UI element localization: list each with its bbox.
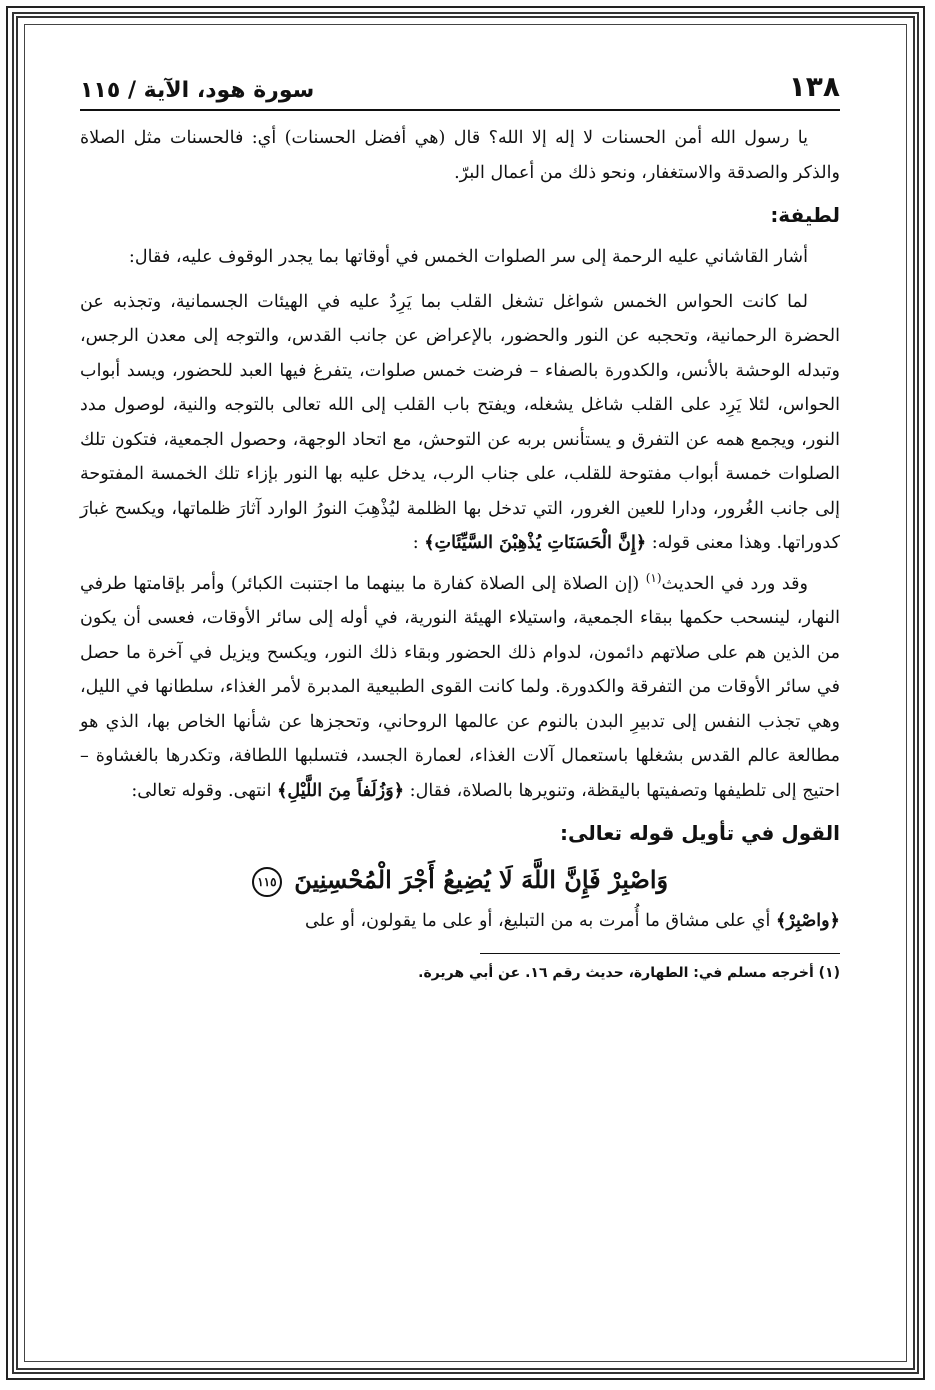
paragraph-4-text: (إن الصلاة إلى الصلاة كفارة ما بينهما ما اجتنبت الكبائر) وأمر بإقامتها طرفي النهار، لينسحب حكمها ببقاء الجمعية، واستيلاء الهيئة النورية، في أوله إلى سائر الأوقات، فعسى أن يكون من الذين هم على صلاتهم دائمون، لدوام ذلك الحضور وبقاء ذلك النور، ويكسح ويزيل في آخرة ما حصل في سائر الأوقات من التفرقة والكدورة. ولما كانت القوى الطبيعية المدبرة لأمر الغذاء، سلطانها في الليل، وهي تجذب النفس إلى تدبيرِ البدن بالنوم عن عالمها الروحاني، وتحجزها عن شأنها الخاص بها، الذي هو مطالعة عالم القدس بشغلها باستعمال آلات الغذاء، لعمارة الجسد، فتسلبها اللطافة، وتكدرها بالغشاوة – احتيج إلى تلطيفها وتصفيتها باليقظة، وتنويرها بالصلاة، فقال: (80, 573, 840, 801)
quran-quote-3: ﴿واصْبِرْ﴾ (776, 910, 840, 931)
tawil-heading: القول في تأويل قوله تعالى: (560, 821, 840, 845)
paragraph-5 (80, 904, 840, 939)
quran-quote-1: ﴿إِنَّ الْحَسَنَاتِ يُذْهِبْنَ السَّيِّئَاتِ﴾ (424, 532, 647, 553)
paragraph-4 (80, 567, 840, 809)
page-number: ١٣٨ (788, 70, 840, 103)
paragraph-5-text: أي على مشاق ما أُمرت به من التبليغ، أو على ما يقولون، أو على (304, 911, 771, 931)
paragraph-3-text: لما كانت الحواس الخمس شواغل تشغل القلب بما يَرِدُ عليه في الهيئات الجسمانية، وتجذبه عن الحضرة الرحمانية، وتحجبه عن النور والحضور، بالإعراض عن جانب القدس، والتوجه إلى معدن الرجس، وتبدله الوحشة بالأنس، والكدورة بالصفاء – فرضت خمس صلوات، يتفرغ فيها العبد للحضور، ويسد أبواب الحواس، لئلا يَرِد على القلب شاغل يشغله، ويفتح باب القلب إلى الله تعالى بالتوجه والنية، لوصول مدد النور، ويجمع همه عن التفرق و يستأنس بربه عن التوحش، مع اتحاد الوجهة، وحصول الجمعية، فتكون تلك الصلوات خمسة أبواب مفتوحة للقلب، على جناب الرب، يدخل عليه بها النور بإزاء تلك الخمسة المفتوحة إلى جانب الغُرور، ودارا للعين الغرور، التي تدخل بها الظلمة ليُذْهِبَ النورُ الوارد آثارَ ظلماتها، ويكسح غبارَ كدوراتها. وهذا معنى قوله: (80, 291, 840, 553)
footnote-reference[interactable]: (١) (645, 570, 662, 585)
verse-text: وَاصْبِرْ فَإِنَّ اللَّهَ لَا يُضِيعُ أَجْرَ الْمُحْسِنِينَ (294, 865, 669, 894)
paragraph-2: أشار القاشاني عليه الرحمة إلى سر الصلوات الخمس في أوقاتها بما يجدر الوقوف عليه، فقال: (128, 247, 808, 267)
footnote-divider (480, 953, 840, 954)
body-text (80, 121, 840, 939)
paragraph-4-start: وقد ورد في الحديث (661, 573, 808, 594)
paragraph-1: يا رسول الله أمن الحسنات لا إله إلا الله؟ قال (هي أفضل الحسنات) أي: فالحسنات مثل الصلاة والذكر والصدقة والاستغفار، ونحو ذلك من أعمال البرّ. (80, 128, 840, 183)
footnote: (١) أخرجه مسلم في: الطهارة، حديث رقم ١٦. عن أبي هريرة. (418, 964, 840, 981)
latifa-heading: لطيفة: (770, 203, 840, 227)
paragraph-3-end: : (412, 533, 419, 553)
verse-line (80, 856, 840, 904)
ayah-number-icon: ١١٥ (252, 867, 282, 897)
paragraph-3 (80, 285, 840, 561)
running-title: سورة هود، الآية / ١١٥ (80, 78, 315, 103)
page-header (80, 70, 840, 111)
quran-quote-2: ﴿وَزُلَفاً مِنَ اللَّيْلِ﴾ (277, 779, 405, 801)
page-content (80, 70, 840, 988)
paragraph-4-end: انتهى. وقوله تعالى: (131, 780, 272, 801)
